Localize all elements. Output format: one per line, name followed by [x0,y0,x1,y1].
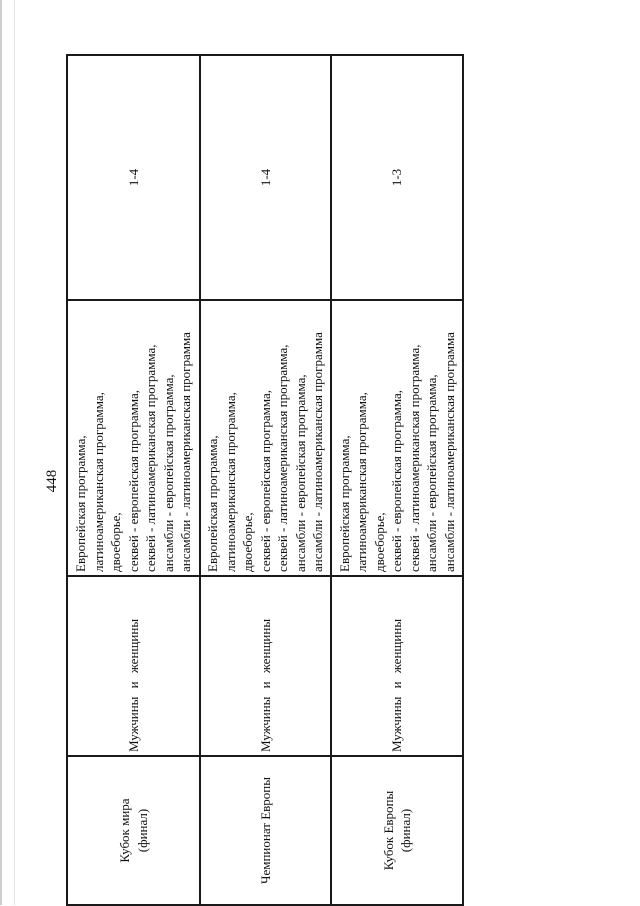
program-line: ансамбли - европейская программа, [424,374,440,572]
program-line: латиноамериканская программа, [90,392,106,572]
page-number: 448 [44,469,60,493]
program-line: секвей - латиноамериканская программа, [275,344,291,572]
count-cell: 1-3 [331,55,463,300]
competition-table [66,54,464,906]
group-cell: Мужчины и женщины [200,576,331,756]
scan-edge-shadow [14,0,15,905]
event-cell [331,756,463,905]
program-line: ансамбли - европейская программа, [292,374,308,572]
table-row [331,55,463,905]
program-line: секвей - европейская программа, [257,389,273,572]
group-cell: Мужчины и женщины [331,576,463,756]
group-cell: Мужчины и женщины [67,576,200,756]
event-name: Кубок мира [117,798,132,863]
event-qualifier: (финал) [398,808,413,853]
program-line: Европейская программа, [336,435,352,572]
program-line: двоеборье, [371,512,387,572]
event-name: Чемпионат Европы [257,777,273,884]
program-line: Европейская программа, [73,435,89,572]
table-row [200,55,331,905]
count-cell: 1-4 [67,55,200,300]
event-cell [200,756,331,905]
program-line: ансамбли - европейская программа, [160,374,176,572]
program-line: секвей - латиноамериканская программа, [143,344,159,572]
program-line: двоеборье, [240,512,256,572]
program-cell [200,300,331,576]
program-line: Европейская программа, [205,435,221,572]
program-line: секвей - европейская программа, [125,389,141,572]
event-name: Кубок Европы [380,790,396,871]
program-line: двоеборье, [108,512,124,572]
table-row [67,55,200,905]
program-cell [331,300,463,576]
program-line: ансамбли - латиноамериканская программа [441,332,457,572]
program-line: секвей - европейская программа, [389,389,405,572]
program-line: ансамбли - латиноамериканская программа [178,332,194,572]
scan-edge [0,0,2,905]
event-cell [67,756,200,905]
program-cell [67,300,200,576]
program-line: ансамбли - латиноамериканская программа [310,332,326,572]
program-line: секвей - латиноамериканская программа, [406,344,422,572]
rotated-page [44,56,466,906]
program-line: латиноамериканская программа, [222,392,238,572]
count-cell: 1-4 [200,55,331,300]
program-line: латиноамериканская программа, [354,392,370,572]
event-qualifier: (финал) [134,808,150,853]
